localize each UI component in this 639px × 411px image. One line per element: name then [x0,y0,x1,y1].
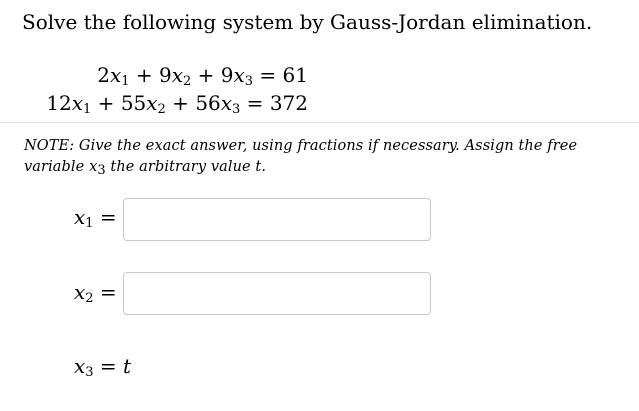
x1-answer-input[interactable] [123,198,431,241]
section-divider [0,122,639,123]
note-free-variable: $x_3$ [89,159,106,178]
eq2-coef-2: 55 [120,91,147,115]
x1-label [74,205,117,229]
note-text [24,136,584,178]
eq1-var-x2: $x_2$ [171,63,192,89]
equation-1 [97,63,308,87]
x2-variable: $x_2$ [74,280,94,306]
eq2-var-x1: $x_1$ [71,91,92,117]
eq2-plus-1: + [91,91,121,115]
eq2-plus-2: + [165,91,196,115]
x3-variable: $x_3$ [74,354,94,380]
eq1-var-x1: $x_1$ [109,63,130,89]
equation-2 [46,91,308,115]
x1-equals: = [93,205,117,229]
eq1-coef-2: 9 [158,63,172,87]
x3-equals: = [93,354,124,378]
eq1-coef-1: 2 [97,63,110,87]
eq1-plus-1: + [129,63,159,87]
eq2-coef-1: 12 [46,91,72,115]
x3-value: t [123,354,132,378]
note-parameter: t [255,159,262,175]
eq2-equals: = [240,91,270,115]
eq1-var-x3: $x_3$ [233,63,254,89]
eq2-coef-3: 56 [195,91,221,115]
eq1-equals: = [253,63,283,87]
note-prefix: NOTE: Give the exact answer, using fractions if necessary. Assign the free variable [24,138,578,175]
x2-answer-input[interactable] [123,272,431,315]
eq2-var-x2: $x_2$ [146,91,166,117]
eq2-rhs: 372 [269,91,308,115]
x2-label [74,280,117,304]
note-end: . [261,159,267,175]
eq1-plus-2: + [191,63,221,87]
x3-assignment [74,354,131,378]
eq2-var-x3: $x_3$ [220,91,241,117]
x1-variable: $x_1$ [74,205,94,231]
eq1-rhs: 61 [282,63,308,87]
note-suffix: the arbitrary value [105,159,256,175]
problem-title: Solve the following system by Gauss-Jordan elimination. [22,10,593,34]
eq1-coef-3: 9 [220,63,234,87]
x2-equals: = [93,280,117,304]
